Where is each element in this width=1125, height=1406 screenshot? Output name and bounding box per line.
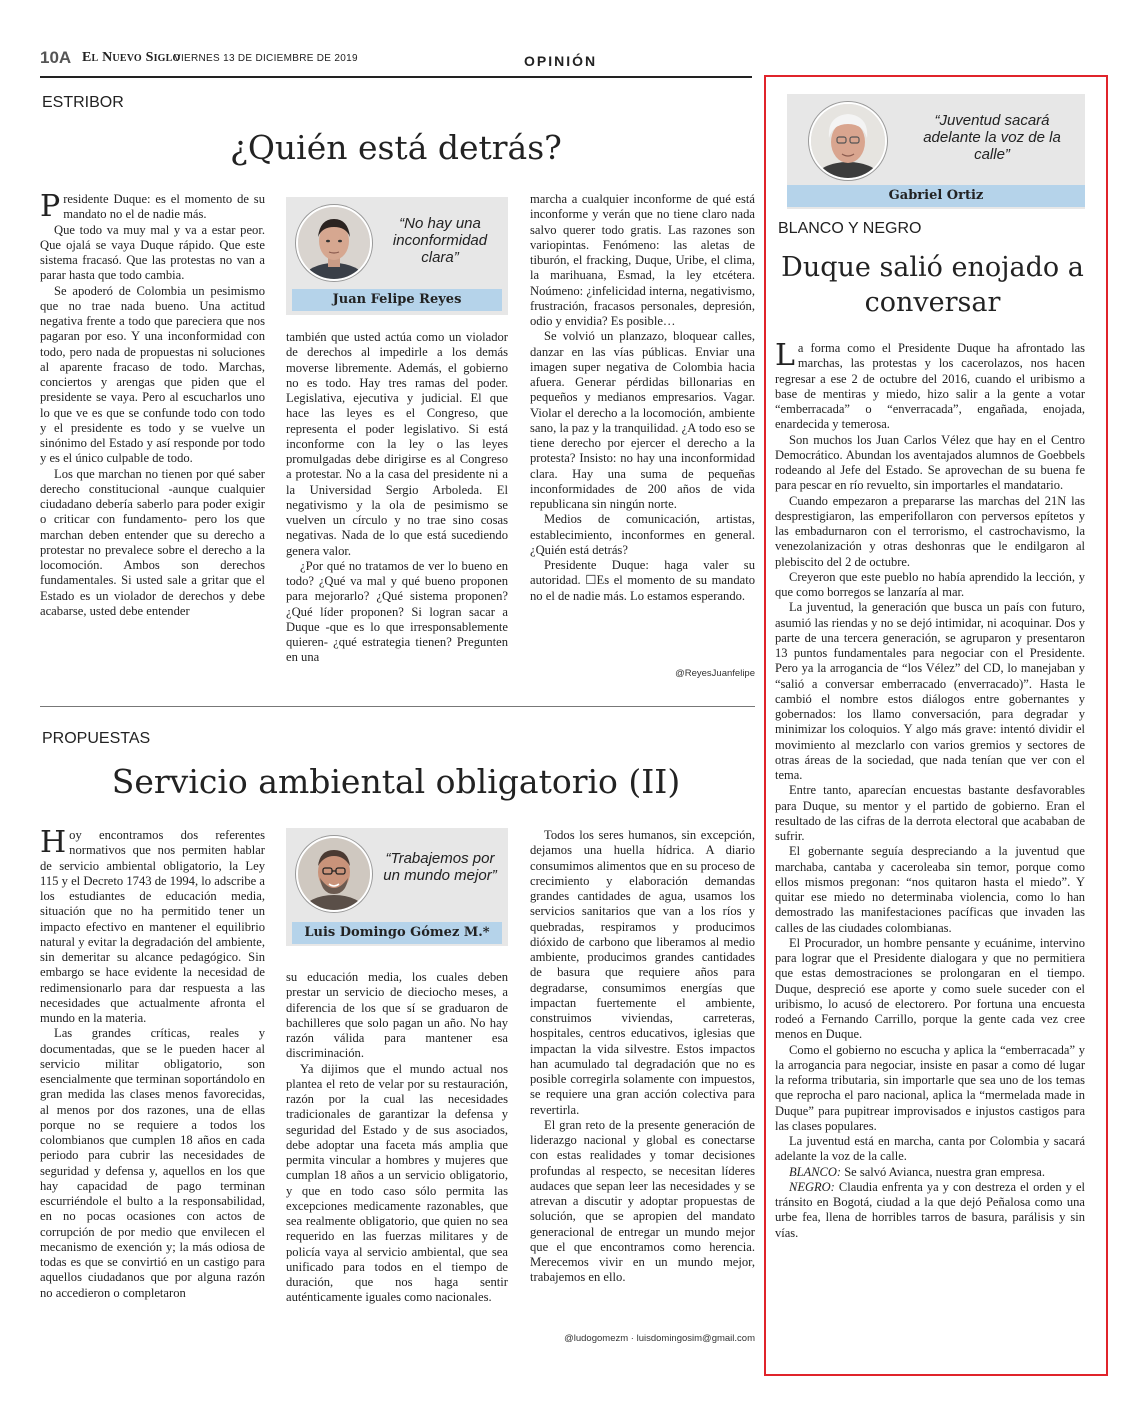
article1-pull-quote: “No hay una inconformidad clara” (392, 215, 488, 266)
article1-paragraph: Que todo va muy mal y va a estar peor. Que ojalá se vaya Duque rápido. Que este sistema fracasó. Que las protestas no van a parar hasta que todo cambia. (40, 222, 265, 283)
negro-note: NEGRO: Claudia enfrenta ya y con destreza el orden y el tránsito en Bogotá, ciudad a la que dejó Peñalosa como una urbe fea, llena de horribles tarros de basura, parálisis y sin vías. (775, 1179, 1085, 1240)
article3-title: Duque salió enojado a conversar (781, 252, 1084, 318)
publication-date: VIERNES 13 DE DICIEMBRE DE 2019 (174, 53, 358, 64)
article3-paragraph: Entre tanto, aparecían encuestas bastante desfavorables para Duque, su mentor y el partido de gobierno. Eran el resultado de las cifras de la derrota electoral que acababan de sufrir. (775, 783, 1085, 843)
article2-paragraph: su educación media, los cuales deben prestar un servicio de dieciocho meses, a diferencia de los que sí se graduaron de bachilleres que solo pagan un año. No hay razón válida para mantener esa discriminación. (286, 970, 508, 1061)
article3-kicker: BLANCO Y NEGRO (778, 220, 922, 237)
article1-paragraph: Presidente Duque: es el momento de su mandato no el de nadie más. (40, 192, 265, 224)
article2-quote-box (286, 828, 508, 946)
article1-paragraph: también que usted actúa como un violador de derechos al impedirle a los demás moverse libremente. Además, el gobierno no es todo. Hay tres ramas del poder. Legislativa, ejecutiva y judicial. El que hace las leyes es el Congreso, que representa el poder legislativo. Si está inconforme con la ley o las leyes promulgadas debe dirigirse es al Congreso a protestar. No a la casa del presidente ni a la Universidad Sergio Arboleda. El negativismo y la ola de pesimismo se vuelven un círculo y no trae sino cosas negativas. Nada de lo que está sucediendo genera valor. (286, 330, 508, 558)
article1-paragraph: Se apoderó de Colombia un pesimismo que no trae nada bueno. Una actitud negativa frente a todo que pareciera que nos pagaran por eso. Y una inconformidad con todo, pero nada de propuestas ni soluciones al aparente fracaso de todo. Marchas, conciertos y arengas que piden que el presidente se vaya. Pero al escucharlos uno lo que ve es que se confunde todo con todo y el presidente es todo y se vuelve un sinónimo del Estado y así responde por todo y es el único culpable de todo. (40, 283, 265, 466)
article1-quote-box (286, 197, 508, 315)
article3-paragraph: Creyeron que este pueblo no había aprendido la lección, y que como borregos se lanzaría al mar. (775, 569, 1085, 599)
article1-paragraph: Medios de comunicación, artistas, establecimiento, inconformes en general. ¿Quién está detrás? (530, 512, 755, 557)
author-photo-juan-felipe-reyes (296, 205, 372, 281)
article2-contact: @ludogomezm · luisdomingosim@gmail.com (564, 1333, 755, 1344)
page-header (40, 48, 752, 78)
article1-column-1 (40, 192, 265, 682)
article2-author: Luis Domingo Gómez M.* (292, 922, 502, 944)
article2-kicker: PROPUESTAS (42, 730, 151, 747)
page-number: 10A (40, 48, 72, 67)
article-divider (40, 706, 755, 707)
article1-title: ¿Quién está detrás? (230, 128, 562, 167)
article1-author: Juan Felipe Reyes (292, 289, 502, 311)
article3-paragraph: La juventud está en marcha, canta por Colombia y sacará adelante la voz de la calle. (775, 1134, 1085, 1164)
article3-paragraph: La juventud, la generación que busca un país con futuro, asumió las riendas y no se dejó intimidar, ni acoquinar. Dos y parte de una tercera generación, se agruparon y presentaron 13 puntos fundamentales para negociar con el Presidente. Pero ya la arrogancia de “los Vélez” del CD, lo manejaban y “salió a conversar emberracado (enverracado)”. Hasta le cambió el nombre estos diálogos entre gobernantes y gobernados: los llamo conversación, para degradar y minimizar los coloquios. Y algo más grave: intentó dividir el movimiento al mezclarlo con varios gremios y sectores de otras áreas de la sociedad, que nada tenían que ver con el tema. (775, 600, 1085, 782)
article1-paragraph: ¿Por qué no tratamos de ver lo bueno en todo? ¿Qué va mal y qué bueno proponen para mejorarlo? ¿Qué sistema proponen? ¿Qué líder proponen? Si logran sacar a Duque -que es lo que irresponsablemente quieren- ¿qué estrategia tienen? Pregunten en una (286, 558, 508, 665)
article1-column-2 (286, 330, 508, 682)
article3-paragraph: Como el gobierno no escucha y aplica la “emberracada” y la arrogancia para negociar, insiste en pasar a como dé lugar la reforma tributaria, sin importarle que sea uno de los temas que reprocha el paro nacional, aplica la “mermelada made in Duque” para pupitrear improvisados e injustos castigos para las clases populares. (775, 1042, 1085, 1133)
article1-paragraph: Los que marchan no tienen por qué saber derecho constitucional -aunque cualquier ciudadano debería saberlo para poder exigir o criticar con fundamento- pero los que marchan deben entender que su derecho a protestar no prevalece sobre el derecho a la locomoción. Ambos son derechos fundamentales. Si usted sale a gritar que el Estado es un violador de derechos y debe acabarse, usted debe entender (40, 466, 265, 618)
negro-label: NEGRO: (789, 1179, 835, 1194)
dropcap: P (40, 192, 61, 224)
article1-paragraph: marcha a cualquier inconforme de qué está inconforme y verán que no tiene claro nada salvo querer todo gratis. Las razones son variopintas. Fenómeno: las aletas de tiburón, el fracking, Duque, Uribe, el clima, la marihuana, Esmad, la ley etcétera. Noúmeno: ¿infelicidad interna, negativismo, frustración, fracasos personales, depresión, odio y envidia? Es posible… (530, 192, 755, 328)
article3-quote-box (787, 94, 1085, 209)
article1-paragraph: Presidente Duque: haga valer su autoridad. ☐Es el momento de su mandato no el de nadie más. Lo estamos esperando. (530, 558, 755, 603)
article3-paragraph: La forma como el Presidente Duque ha afrontado las marchas, las protestas y los cacerolazos, nos hacen regresar a ese 2 de octubre del 2016, cuando el uribismo a base de mentiras y miedo, hizo salir a la gente a votar “emberracada” o “enverracada”, engañada, enojada, enardecida y temerosa. (775, 341, 1085, 432)
article1-column-3 (530, 192, 755, 665)
article2-column-3 (530, 828, 755, 1330)
author-photo-luis-domingo-gomez (296, 836, 372, 912)
article1-twitter-handle: @ReyesJuanfelipe (675, 668, 755, 679)
article3-pull-quote: “Juventud sacará adelante la voz de la calle” (923, 112, 1061, 163)
portrait-image (298, 838, 370, 910)
dropcap: L (775, 341, 795, 373)
dropcap: H (40, 828, 67, 860)
blanco-note: BLANCO: Se salvó Avianca, nuestra gran empresa. (789, 1164, 1045, 1179)
article2-title: Servicio ambiental obligatorio (II) (111, 762, 681, 801)
article3-body (775, 341, 1085, 1351)
article2-column-2 (286, 970, 508, 1348)
article2-paragraph: Las grandes críticas, reales y documentadas, que se le pueden hacer al servicio militar obligatorio, son esencialmente que terminan soportándolo en gran medida las clases menos favorecidas, al menos por dos razones, una de ellas porque no se requiere a todos los colombianos que cumplen 18 años en cada periodo para cubrir las necesidades de seguridad y defensa y, aquellos en los que hay capacidad de pago terminan escurriéndole el bulto a la responsabilidad, en no pocas ocasiones con actos de corrupción de por medio que envilecen el mecanismo de exención y; la más odiosa de todas es que se convirtió en un castigo para aquellos ciudadanos que por alguna razón no accedieron o completaron (40, 1026, 265, 1300)
portrait-image (811, 104, 885, 178)
article3-paragraph: El Procurador, un hombre pensante y ecuánime, intervino para lograr que el Presidente dialogara y que no permitiera que estas demostraciones se prolongaran en el tiempo. Duque, despreció ese aporte y como suele suceder con el uribismo, lo acusó de electorero. Por fortuna una encuesta rodeó a Fernando Carrillo, porque la gente cada vez cree menos en Duque. (775, 935, 1085, 1042)
article3-paragraph: Cuando empezaron a prepararse las marchas del 21N las desprestigiaron, las emperifollaron con perversos epítetos y las embadurnaron con el terrorismo, el castrochavismo, la venezolanización y otras deshonras que le endilgaron al plebiscito del 2 de octubre. (775, 493, 1085, 569)
author-photo-gabriel-ortiz (809, 102, 887, 180)
article2-paragraph: Ya dijimos que el mundo actual nos plantea el reto de velar por su restauración, razón por la cual las necesidades tradicionales de garantizar la defensa y seguridad del Estado y de sus asociados, debe adoptar una faceta más amplia que permita vincular a hombres y mujeres que cumplan 18 años a un servicio obligatorio, y que en todo caso sólo permita las excepciones medicamente razonables, que sea realmente obligatorio, que quien no sea requerido en las fuerzas militares y de policía vaya al servicio ambiental, que sea unificado para todos en el tiempo de duración, que nos haga sentir auténticamente iguales como nacionales. (286, 1061, 508, 1305)
blanco-label: BLANCO: (789, 1164, 842, 1179)
article1-paragraph: Se volvió un planzazo, bloquear calles, danzar en las vías públicas. Enviar una imagen super negativa de Colombia hacia afuera. Generar pérdidas billonarias en pequeños y medianos empresarios. Vagar. Violar el derecho a la locomoción, ambiente sano, la paz y la tranquilidad. ¿A todo eso se tiene derecho por ejercer el derecho a la protesta? Insisto: no hay una inconformidad clara. Hay una suma de pequeñas inconformidades de 200 años de vida republicana sin ningún norte. (530, 329, 755, 511)
article2-paragraph: Todos los seres humanos, sin excepción, dejamos una huella hídrica. A diario consumimos alimentos que en su proceso de crecimiento y elaboración demandas grandes cantidades de agua, usamos los servicios sanitarios que van a los ríos y quebradas, respiramos y producimos dióxido de carbono que liberamos al medio ambiente, producimos grandes cantidades de basura que requiere años para degradarse, consumimos energías que impactan fuertemente el ambiente, construimos viviendas, carreteras, hospitales, centros educativos, iglesias que impactan la vida silvestre. Estos impactos han acumulado tal degradación que no es posible corregirla solamente con impuestos, se requiere una gran acción colectiva para revertirla. (530, 828, 755, 1117)
article3-paragraph: Son muchos los Juan Carlos Vélez que hay en el Centro Democrático. Abundan los aventajados alumnos de Goebbels rodeando al Jefe del Estado. Se aprovechan de su buena fe para pescar en río revuelto, sin importarles el mandatario. (775, 432, 1085, 493)
article2-column-1 (40, 828, 265, 1348)
newspaper-name: El Nuevo Siglo (82, 50, 181, 65)
article2-pull-quote: “Trabajemos por un mundo mejor” (383, 850, 497, 884)
article2-paragraph: El gran reto de la presente generación de liderazgo nacional y global es conectarse con estas realidades y tomar decisiones profundas al respecto, se necesitan líderes audaces que sepan leer las necesidades y se atrevan a discutir y adoptar propuestas de solución, que se apropien del mandato generacional de entregar un mundo mejor que el que encontramos como herencia. Merecemos vivir en un mundo mejor, trabajemos en ello. (530, 1117, 755, 1285)
article2-paragraph: Hoy encontramos dos referentes normativos que nos permiten hablar de servicio ambiental obligatorio, la Ley 115 y el Decreto 1743 de 1994, lo adscribe a los estudiantes de educación media, situación que no ha permitido tener un impacto efectivo en mantener el equilibrio natural y evitar la degradación del ambiente, sin demeritar su alcance pedagógico. Sin embargo se hace evidente la necesidad de redimensionarlo para dar respuesta a las necesidades que actualmente afronta el mundo en la materia. (40, 828, 265, 1025)
article3-paragraph: El gobernante seguía despreciando a la juventud que marchaba, cantaba y caceroleaba sin temor, porque como ellos mismos pregonan: “nos quitaron hasta el miedo”. Y quitar ese miedo no determinaba violencia, como lo han demostrado las manifestaciones pacíficas que invaden las calles de las ciudades colombianas. (775, 844, 1085, 935)
article3-author: Gabriel Ortiz (787, 185, 1085, 207)
section-name: OPINIÓN (524, 53, 598, 69)
article1-kicker: ESTRIBOR (42, 94, 124, 111)
portrait-image (298, 207, 370, 279)
